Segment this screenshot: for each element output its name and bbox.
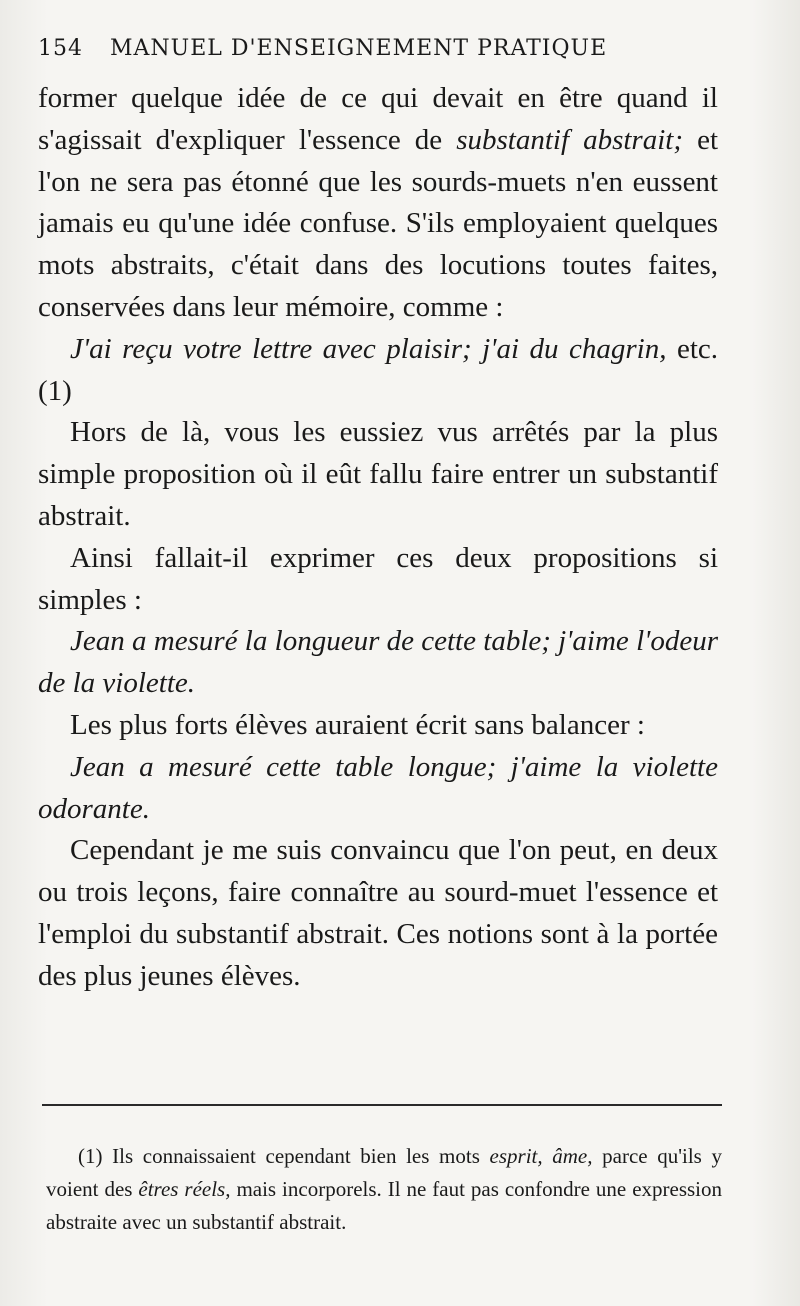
paragraph-2-end: etc. (1) <box>38 332 718 407</box>
footnote-part-c: parce qu'ils y voient des <box>46 1144 722 1201</box>
paragraph-1-italic: substantif abstrait; <box>456 123 683 156</box>
footnote-part-e: mais incorporels. Il ne faut pas confondre une expression abstraite avec un substantif abstrait. <box>46 1177 723 1234</box>
footnote-divider <box>42 1104 722 1106</box>
page-header <box>38 36 758 61</box>
paragraph-5: Jean a mesuré la longueur de cette table; j'aime l'odeur de la violette. <box>38 625 718 700</box>
footnote-text <box>46 1140 722 1239</box>
footnote-part-b: esprit, âme, <box>489 1144 593 1168</box>
paragraph-2-italic: J'ai reçu votre lettre avec plaisir; j'ai du chagrin, <box>70 332 667 365</box>
paragraph-4: Ainsi fallait-il exprimer ces deux propositions si simples : <box>38 541 718 616</box>
paragraph-6: Les plus forts élèves auraient écrit sans balancer : <box>70 708 645 741</box>
footnote <box>46 1140 722 1239</box>
paragraph-1 <box>38 78 718 329</box>
body-text <box>38 78 718 998</box>
paragraph-8: Cependant je me suis convaincu que l'on peut, en deux ou trois leçons, faire connaître au sourd-muet l'essence et l'emploi du substantif abstrait. Ces notions sont à la portée des plus jeunes élèves. <box>38 834 718 992</box>
paragraph-2 <box>38 329 718 413</box>
running-title: MANUEL D'ENSEIGNEMENT PRATIQUE <box>110 36 608 61</box>
paragraph-3: Hors de là, vous les eussiez vus arrêtés par la plus simple proposition où il eût fallu faire entrer un substantif abstrait. <box>38 416 718 532</box>
footnote-part-a: (1) Ils connaissaient cependant bien les mots <box>78 1144 490 1168</box>
page-number: 154 <box>38 36 83 61</box>
paragraph-7: Jean a mesuré cette table longue; j'aime la violette odorante. <box>38 750 718 825</box>
paragraph-1-end: et l'on ne sera pas étonné que les sourds-muets n'en eussent jamais eu qu'une idée confuse. S'ils employaient quelques mots abstraits, c'était dans des locutions toutes faites, conservées dans leur mémoire, comme : <box>38 123 718 323</box>
footnote-part-d: êtres réels, <box>138 1177 231 1201</box>
paragraph-1-text: former quelque idée de ce qui devait en être quand il s'agissait d'expliquer l'essence de <box>38 82 718 156</box>
